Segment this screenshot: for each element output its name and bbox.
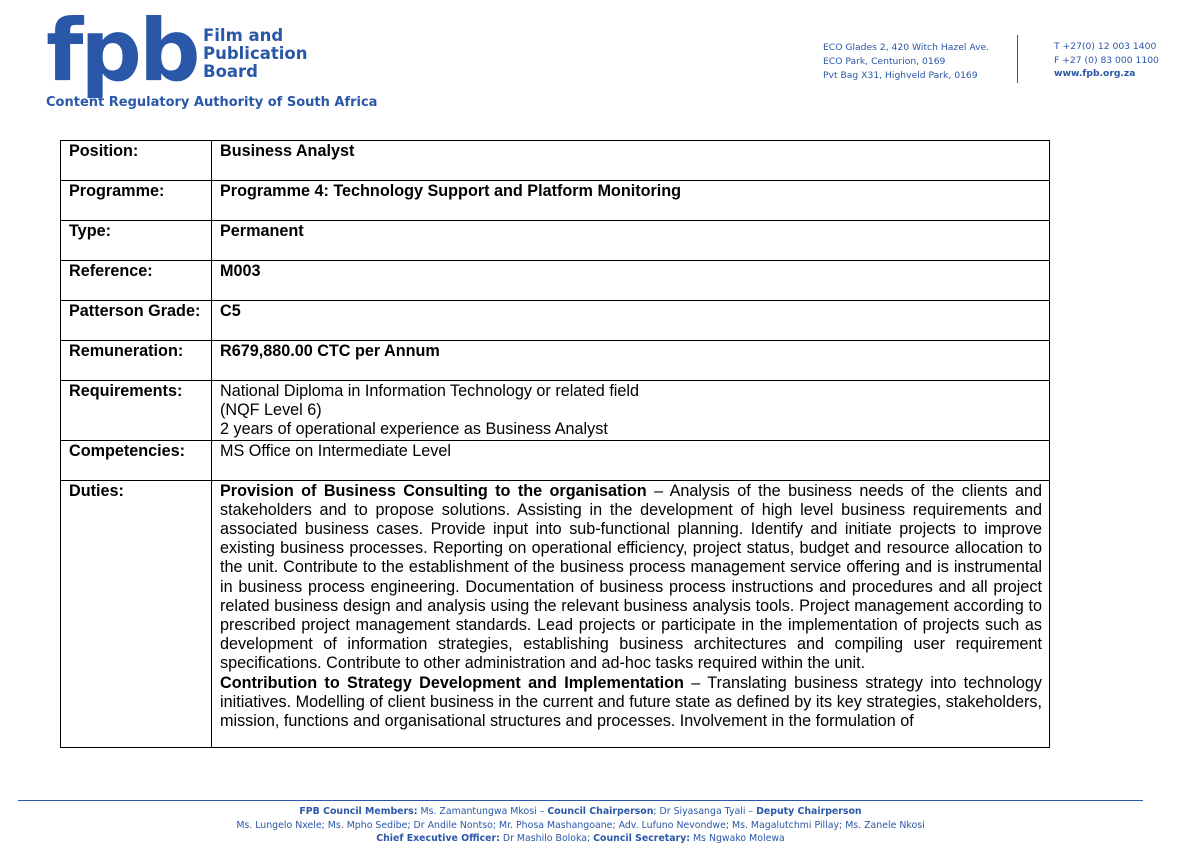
duty-paragraph: [220, 674, 1042, 732]
organisation-name: [203, 27, 308, 81]
header-divider: [1017, 35, 1018, 83]
programme-value: Programme 4: Technology Support and Platform Monitoring: [212, 181, 1050, 221]
ceo-label: Chief Executive Officer:: [376, 833, 500, 844]
deputy-name: ; Dr Siyasanga Tyali –: [653, 806, 757, 817]
remuneration-label: Remuneration:: [61, 341, 212, 381]
duty-paragraph: [220, 482, 1042, 674]
address-line-2: ECO Park, Centurion, 0169: [823, 56, 946, 67]
duties-label: Duties:: [61, 480, 212, 747]
competencies-value: MS Office on Intermediate Level: [212, 440, 1050, 480]
secretary-label: Council Secretary:: [593, 833, 691, 844]
address-line-1: ECO Glades 2, 420 Witch Hazel Ave.: [823, 42, 990, 53]
reference-value: M003: [212, 261, 1050, 301]
reference-label: Reference:: [61, 261, 212, 301]
duty-body: – Analysis of the business needs of the clients and stakeholders and to propose solutions. Assisting in the development of high level business requirements and associated business cases. Provide input into sub-functional planning. Identify and initiate projects to improve existing business processes. Reporting on operational efficiency, project status, budget and resource allocation to the unit. Contribute to the establishment of the business process management service offering and is instrumental in business process engineering. Documentation of business process instructions and procedures and all project related business design and analysis using the relevant business analysis tools. Project management according to prescribed project management standards. Lead projects or participate in the implementation of projects such as development of information strategies, establishing business architectures and compiling user requirement specifications. Contribute to other administration and ad-hoc tasks required within the unit.: [220, 481, 1042, 673]
deputy-role: Deputy Chairperson: [756, 806, 862, 817]
grade-label: Patterson Grade:: [61, 301, 212, 341]
duties-text: [220, 482, 1042, 747]
duty-heading: Provision of Business Consulting to the organisation: [220, 481, 647, 500]
table-row-duties: [61, 480, 1050, 747]
website-link[interactable]: www.fpb.org.za: [1054, 68, 1136, 79]
duty-heading: Contribution to Strategy Development and Implementation: [220, 673, 684, 692]
chairperson-role: Council Chairperson: [547, 806, 654, 817]
requirement-line: 2 years of operational experience as Business Analyst: [220, 420, 608, 439]
table-row-type: [61, 221, 1050, 261]
requirements-value: [212, 381, 1050, 441]
position-label: Position:: [61, 141, 212, 181]
table-row-grade: [61, 301, 1050, 341]
org-name-line-2: Publication: [203, 44, 308, 63]
org-name-line-1: Film and: [203, 26, 284, 45]
footer-rule: [18, 800, 1143, 801]
requirement-line: (NQF Level 6): [220, 401, 322, 420]
footer-line-1: [18, 805, 1143, 819]
fax-number: F +27 (0) 83 000 1100: [1054, 54, 1159, 66]
grade-value: C5: [212, 301, 1050, 341]
tagline: Content Regulatory Authority of South Africa: [46, 95, 378, 110]
remuneration-value: R679,880.00 CTC per Annum: [212, 341, 1050, 381]
secretary-name: Ms Ngwako Molewa: [690, 833, 785, 844]
table-row-reference: [61, 261, 1050, 301]
contact-details: [1054, 40, 1159, 81]
table-row-remuneration: [61, 341, 1050, 381]
council-members-label: FPB Council Members:: [299, 806, 418, 817]
duty-body: – Translating business strategy into technology initiatives. Modelling of client business in the current and future state as defined by its key strategies, stakeholders, mission, functions and organisational structures and processes. Involvement in the formulation of: [220, 673, 1042, 731]
competencies-label: Competencies:: [61, 440, 212, 480]
programme-label: Programme:: [61, 181, 212, 221]
footer: [18, 805, 1143, 846]
org-name-line-3: Board: [203, 62, 258, 81]
table-row-position: [61, 141, 1050, 181]
fpb-logo: fpb: [46, 1, 198, 101]
table-row-programme: [61, 181, 1050, 221]
address-line-3: Pvt Bag X31, Highveld Park, 0169: [823, 70, 978, 81]
phone-number: T +27(0) 12 003 1400: [1054, 41, 1157, 52]
footer-line-2: Ms. Lungelo Nxele; Ms. Mpho Sedibe; Dr Andile Nontso; Mr. Phosa Mashangoane; Adv. Lufuno Nevondwe; Ms. Magalutchmi Pillay; Ms. Zanele Nkosi: [236, 819, 925, 831]
requirement-line: National Diploma in Information Technology or related field: [220, 382, 640, 400]
table-row-requirements: [61, 381, 1050, 441]
chairperson-name: Ms. Zamantungwa Mkosi –: [417, 806, 548, 817]
job-details-table: [60, 140, 1050, 748]
type-label: Type:: [61, 221, 212, 261]
table-row-competencies: [61, 440, 1050, 480]
ceo-name: Dr Mashilo Boloka;: [499, 833, 594, 844]
postal-address: [823, 41, 989, 83]
duties-value: [212, 480, 1050, 747]
type-value: Permanent: [212, 221, 1050, 261]
footer-line-3: [18, 832, 1143, 846]
requirements-label: Requirements:: [61, 381, 212, 441]
position-value: Business Analyst: [212, 141, 1050, 181]
